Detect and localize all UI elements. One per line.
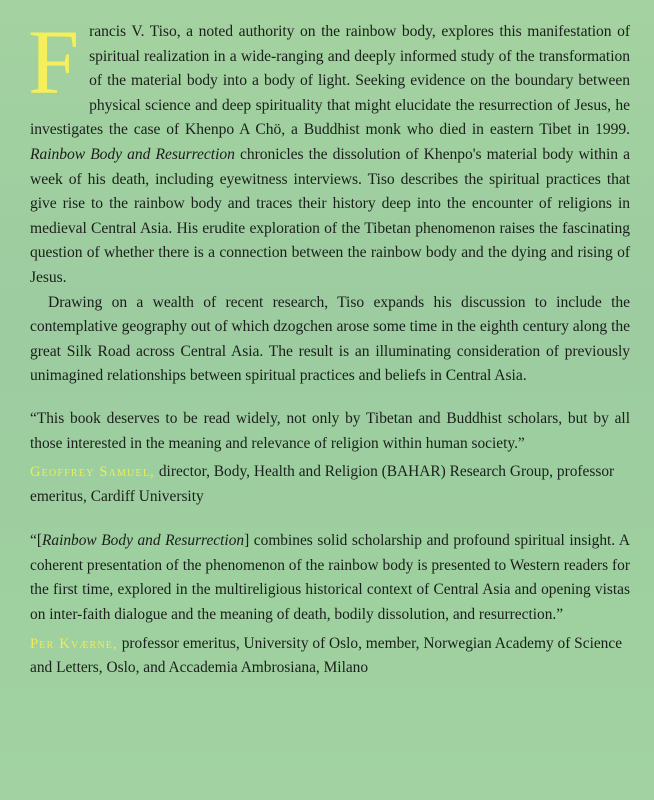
endorser-name: Per Kværne,: [30, 635, 118, 652]
endorsement-2-text: [30, 529, 630, 627]
endorsement-1: [30, 407, 630, 509]
description-text-a: rancis V. Tiso, a noted authority on the rainbow body, explores this manifestation of spiritual realization in a wide-ranging and deeply informed study of the transformation of the material body into a body of light. Seeking evidence on the boundary between physical science and deep spirituality that might elucidate the resurrection of Jesus, he investigates the case of Khenpo A Chö, a Buddhist monk who died in eastern Tibet in 1999.: [30, 23, 630, 139]
endorsement-1-attribution: [30, 460, 630, 509]
endorsement-2: [30, 529, 630, 681]
endorsement-2-attribution: [30, 632, 630, 681]
description-text-b: chronicles the dissolution of Khenpo's material body within a week of his death, including eyewitness interviews. Tiso describes the spiritual practices that give rise to the rainbow body and traces their history deep into the encounter of religions in medieval Central Asia. His erudite exploration of the Tibetan phenomenon raises the fascinating question of whether there is a connection between the rainbow body and the dying and rising of Jesus.: [30, 145, 630, 286]
quote-open: “[: [30, 532, 42, 550]
quote-rest: ] combines solid scholarship and profound spiritual insight. A coherent presentation of the phenomenon of the rainbow body is presented to Western readers for the first time, explored in the multireligious historical context of Central Asia and opening vistas on inter-faith dialogue and the meaning of death, bodily dissolution, and resurrection.”: [30, 532, 631, 624]
endorsement-1-text: “This book deserves to be read widely, not only by Tibetan and Buddhist scholars, but by all those interested in the meaning and relevance of religion within human society.”: [30, 409, 630, 452]
description-paragraph-2: Drawing on a wealth of recent research, Tiso expands his discussion to include the contemplative geography out of which dzogchen arose some time in the eighth century along the great Silk Road across Central Asia. The result is an illuminating consideration of previously unimagined relationships between spiritual practices and beliefs in Central Asia.: [30, 293, 630, 385]
endorser-affiliation: director, Body, Health and Religion (BAHAR) Research Group, professor emeritus, Cardiff University: [30, 463, 615, 505]
drop-cap-letter: F: [28, 11, 80, 113]
endorser-name: Geoffrey Samuel,: [30, 464, 155, 481]
book-title-inline: Rainbow Body and Resurrection: [30, 145, 235, 163]
endorser-affiliation: professor emeritus, University of Oslo, member, Norwegian Academy of Science and Letters, Oslo, and Accademia Ambrosiana, Milano: [30, 634, 623, 677]
description-paragraph-1: [28, 11, 630, 291]
book-title-inline: Rainbow Body and Resurrection: [41, 532, 245, 550]
book-description: [28, 11, 630, 389]
